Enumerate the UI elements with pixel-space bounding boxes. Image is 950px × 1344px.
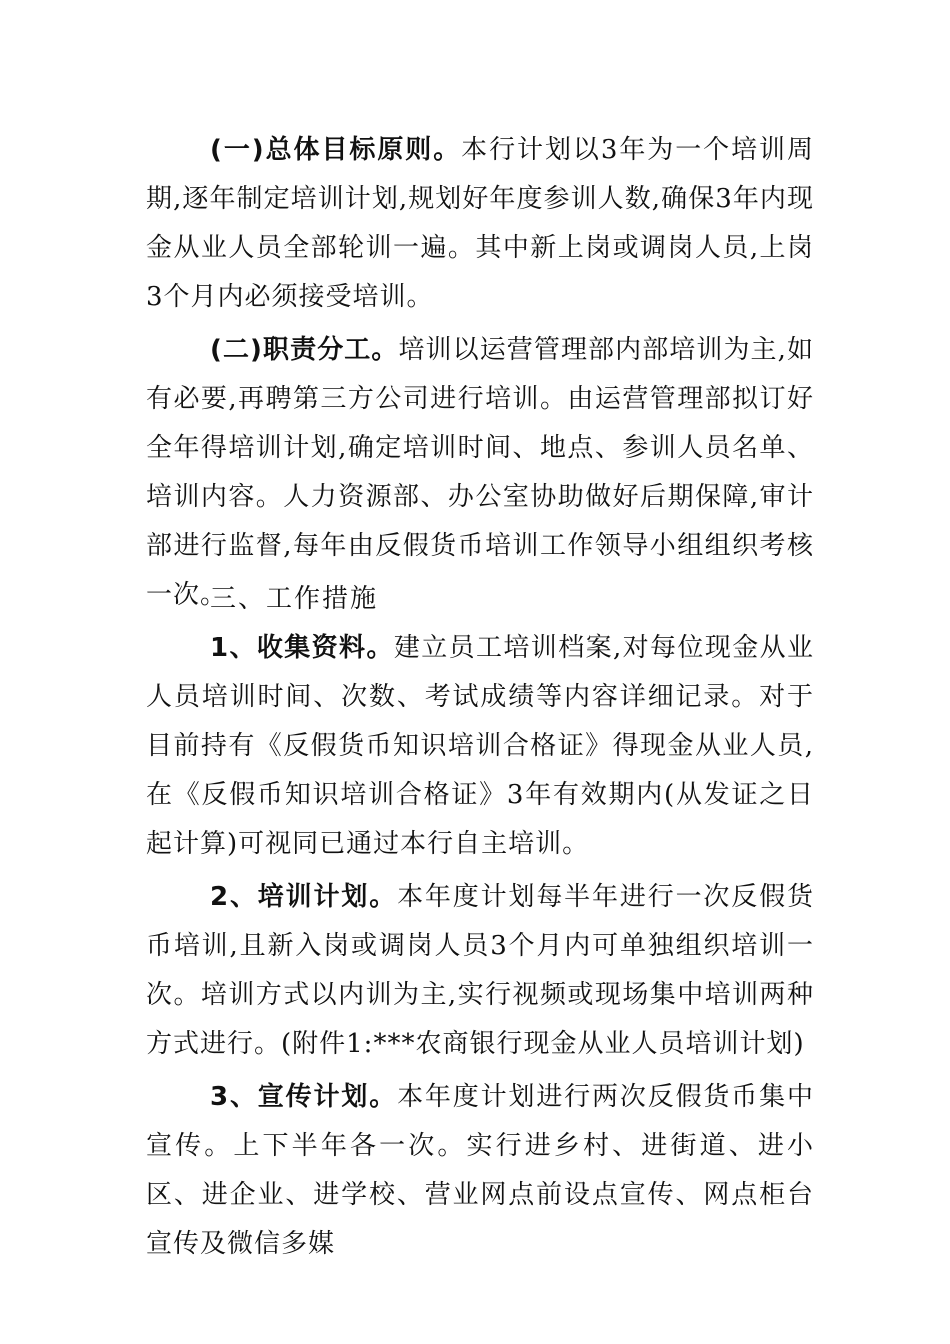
paragraph-collect-materials [146,624,814,869]
section-heading: 三、工作措施 [210,584,379,614]
paragraph-lead: 2、培训计划。 [210,882,398,912]
paragraph-lead: (一)总体目标原则。 [210,135,462,165]
paragraph-lead: (二)职责分工。 [210,335,399,365]
paragraph-text: 建立员工培训档案,对每位现金从业人员培训时间、次数、考试成绩等内容详细记录。对于目前持有《反假货币知识培训合格证》得现金从业人员,在《反假币知识培训合格证》3年有效期内(从发证之日起计算)可视同已通过本行自主培训。 [146,633,815,859]
paragraph-text: 培训以运营管理部内部培训为主,如有必要,再聘第三方公司进行培训。由运营管理部拟订好全年得培训计划,确定培训时间、地点、参训人员名单、培训内容。人力资源部、办公室协助做好后期保障,审计部进行监督,每年由反假货币培训工作领导小组组织考核一次。 [146,335,814,610]
paragraph-text: 本年度计划每半年进行一次反假货币培训,且新入岗或调岗人员3个月内可单独组织培训一次。培训方式以内训为主,实行视频或现场集中培训两种方式进行。(附件1:***农商银行现金从业人员培训计划) [146,882,814,1059]
paragraph-training-plan [146,873,814,1069]
paragraph-lead: 3、宣传计划。 [210,1082,398,1112]
paragraph-publicity-plan [146,1073,814,1269]
paragraph-text: 本年度计划进行两次反假货币集中宣传。上下半年各一次。实行进乡村、进街道、进小区、进企业、进学校、营业网点前设点宣传、网点柜台宣传及微信多媒 [146,1082,814,1259]
paragraph-overall-goal [146,126,814,322]
paragraph-text: 本行计划以3年为一个培训周期,逐年制定培训计划,规划好年度参训人数,确保3年内现金从业人员全部轮训一遍。其中新上岗或调岗人员,上岗3个月内必须接受培训。 [146,135,814,312]
paragraph-lead: 1、收集资料。 [210,633,394,663]
